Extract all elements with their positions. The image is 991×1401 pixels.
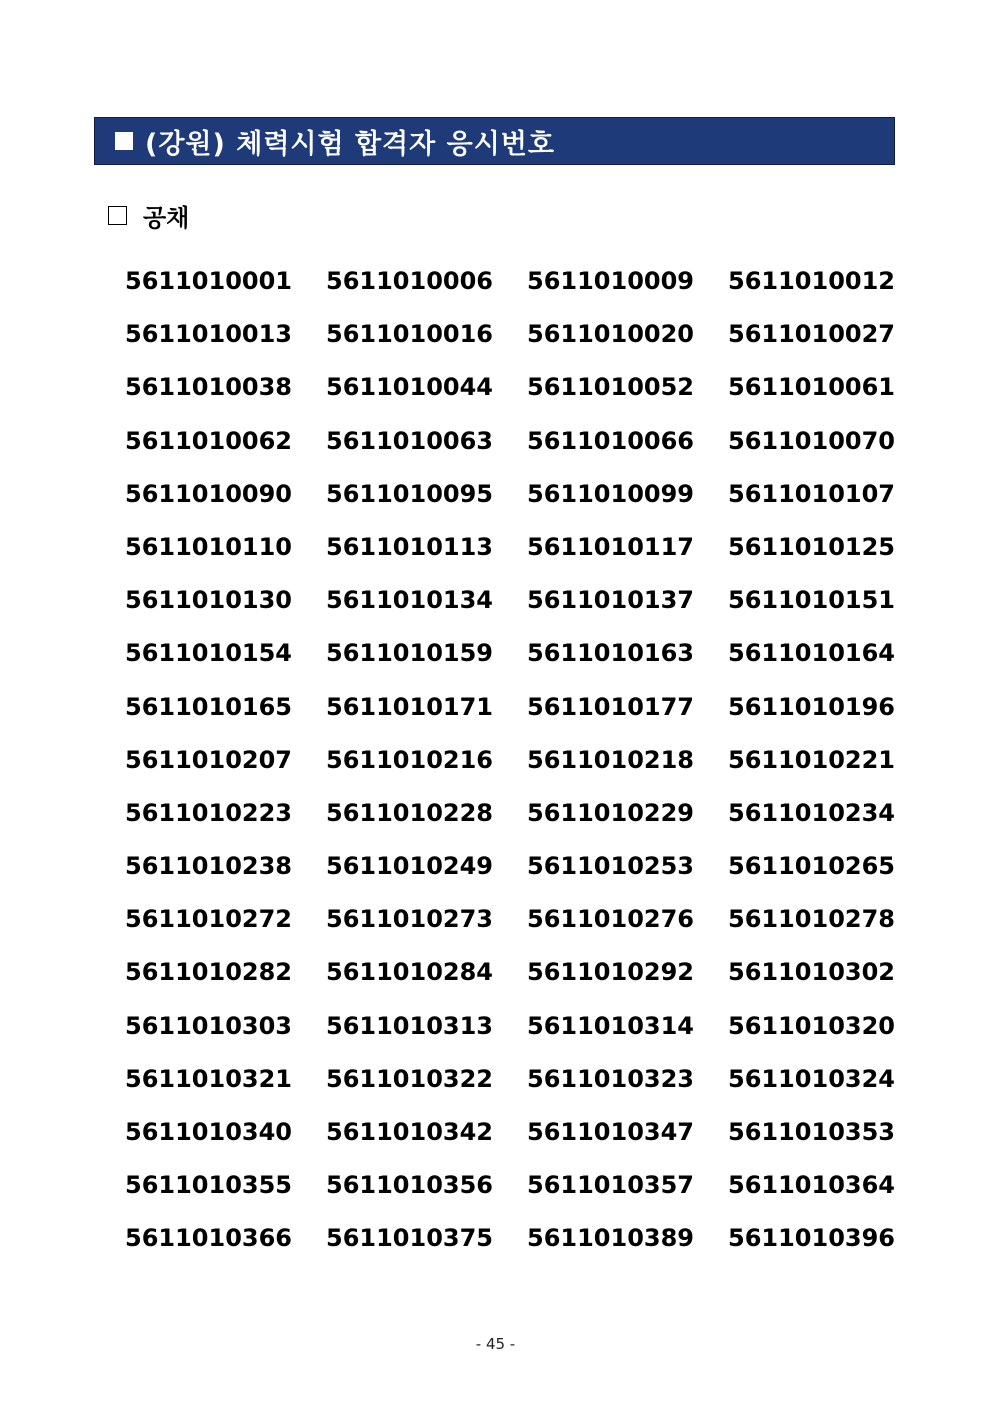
applicant-number: 5611010066 xyxy=(527,426,694,455)
applicant-number: 5611010061 xyxy=(728,373,895,402)
applicant-number: 5611010110 xyxy=(125,532,292,561)
applicant-number: 5611010249 xyxy=(326,852,493,881)
applicant-number: 5611010282 xyxy=(125,958,292,987)
applicant-number: 5611010342 xyxy=(326,1118,493,1146)
section-label: 공채 xyxy=(143,204,190,232)
applicant-number: 5611010163 xyxy=(527,639,694,668)
applicant-number: 5611010323 xyxy=(527,1064,694,1093)
applicant-number: 5611010016 xyxy=(326,320,493,349)
applicant-number: 5611010164 xyxy=(728,639,895,668)
applicant-number: 5611010221 xyxy=(728,745,895,774)
applicant-number: 5611010099 xyxy=(527,479,694,508)
applicant-number: 5611010052 xyxy=(527,373,694,402)
applicant-number: 5611010265 xyxy=(728,852,895,881)
applicant-number: 5611010107 xyxy=(728,479,895,508)
applicant-number: 5611010044 xyxy=(326,373,493,402)
applicant-number: 5611010234 xyxy=(728,798,895,827)
applicant-number: 5611010284 xyxy=(326,958,493,987)
applicant-number: 5611010012 xyxy=(728,267,895,295)
applicant-number: 5611010389 xyxy=(527,1224,694,1253)
applicant-number: 5611010273 xyxy=(326,905,493,934)
applicant-number: 5611010276 xyxy=(527,905,694,934)
applicant-number: 5611010353 xyxy=(728,1118,895,1146)
applicant-number: 5611010302 xyxy=(728,958,895,987)
applicant-number: 5611010216 xyxy=(326,745,493,774)
applicant-number: 5611010320 xyxy=(728,1011,895,1040)
applicant-number: 5611010113 xyxy=(326,532,493,561)
applicant-number: 5611010253 xyxy=(527,852,694,881)
applicant-number: 5611010020 xyxy=(527,320,694,349)
applicant-number: 5611010125 xyxy=(728,532,895,561)
applicant-number: 5611010013 xyxy=(125,320,292,349)
applicant-number: 5611010038 xyxy=(125,373,292,402)
applicant-number: 5611010313 xyxy=(326,1011,493,1040)
applicant-number: 5611010355 xyxy=(125,1171,292,1200)
applicant-number: 5611010001 xyxy=(125,267,292,295)
applicant-number: 5611010130 xyxy=(125,586,292,615)
applicant-number: 5611010356 xyxy=(326,1171,493,1200)
applicant-number: 5611010177 xyxy=(527,692,694,721)
section-heading xyxy=(108,198,189,233)
applicant-number: 5611010278 xyxy=(728,905,895,934)
section-title-bar xyxy=(94,117,895,165)
applicant-number: 5611010364 xyxy=(728,1171,895,1200)
applicant-number: 5611010095 xyxy=(326,479,493,508)
applicant-number: 5611010062 xyxy=(125,426,292,455)
applicant-number: 5611010154 xyxy=(125,639,292,668)
applicant-number: 5611010314 xyxy=(527,1011,694,1040)
applicant-number: 5611010238 xyxy=(125,852,292,881)
applicant-number: 5611010063 xyxy=(326,426,493,455)
applicant-number: 5611010151 xyxy=(728,586,895,615)
applicant-number: 5611010303 xyxy=(125,1011,292,1040)
applicant-number: 5611010228 xyxy=(326,798,493,827)
applicant-number: 5611010366 xyxy=(125,1224,292,1253)
applicant-number: 5611010340 xyxy=(125,1118,292,1146)
applicant-number: 5611010117 xyxy=(527,532,694,561)
applicant-number-grid xyxy=(125,262,895,1273)
applicant-number: 5611010171 xyxy=(326,692,493,721)
empty-checkbox-icon xyxy=(108,206,127,225)
applicant-number: 5611010027 xyxy=(728,320,895,349)
applicant-number: 5611010396 xyxy=(728,1224,895,1253)
applicant-number: 5611010009 xyxy=(527,267,694,295)
applicant-number: 5611010375 xyxy=(326,1224,493,1253)
applicant-number: 5611010134 xyxy=(326,586,493,615)
applicant-number: 5611010321 xyxy=(125,1064,292,1093)
applicant-number: 5611010347 xyxy=(527,1118,694,1146)
applicant-number: 5611010006 xyxy=(326,267,493,295)
applicant-number: 5611010207 xyxy=(125,745,292,774)
applicant-number: 5611010229 xyxy=(527,798,694,827)
page-title: (강원) 체력시험 합격자 응시번호 xyxy=(145,128,555,160)
applicant-number: 5611010324 xyxy=(728,1064,895,1093)
applicant-number: 5611010165 xyxy=(125,692,292,721)
applicant-number: 5611010196 xyxy=(728,692,895,721)
applicant-number: 5611010159 xyxy=(326,639,493,668)
applicant-number: 5611010090 xyxy=(125,479,292,508)
applicant-number: 5611010218 xyxy=(527,745,694,774)
square-bullet-icon xyxy=(115,132,133,150)
applicant-number: 5611010357 xyxy=(527,1171,694,1200)
page-number: - 45 - xyxy=(475,1335,516,1353)
applicant-number: 5611010070 xyxy=(728,426,895,455)
applicant-number: 5611010292 xyxy=(527,958,694,987)
applicant-number: 5611010322 xyxy=(326,1064,493,1093)
applicant-number: 5611010137 xyxy=(527,586,694,615)
applicant-number: 5611010272 xyxy=(125,905,292,934)
applicant-number: 5611010223 xyxy=(125,798,292,827)
